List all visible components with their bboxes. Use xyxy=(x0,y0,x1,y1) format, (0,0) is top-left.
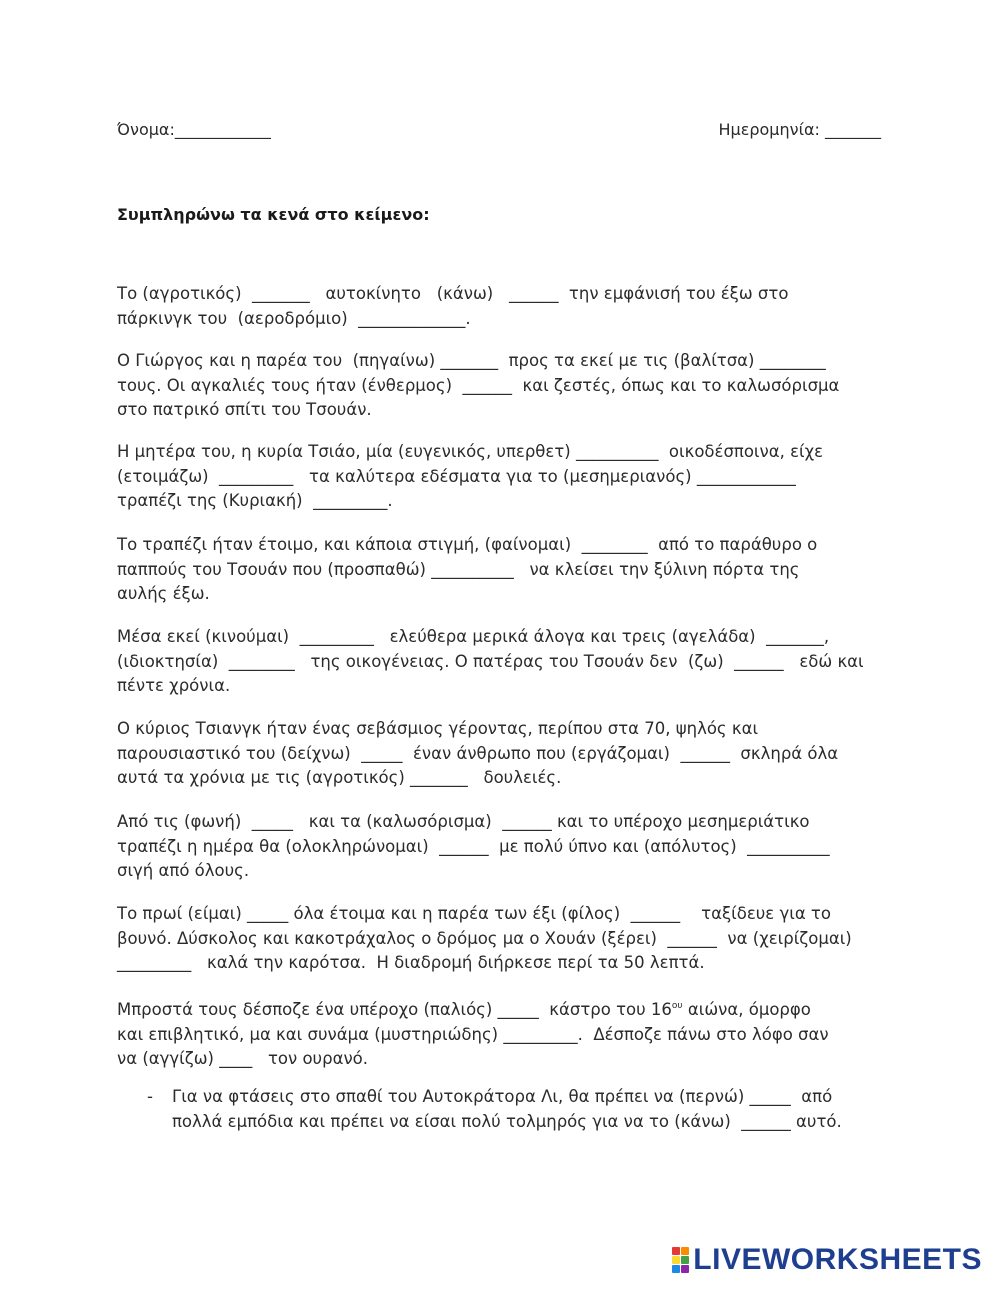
paragraph-2 xyxy=(117,349,887,423)
logo-square xyxy=(672,1265,680,1273)
text-line: Για να φτάσεις στο σπαθί του Αυτοκράτορα Λι, θα πρέπει να (περνώ) _____ από xyxy=(172,1087,833,1106)
paragraph-4 xyxy=(117,533,887,607)
worksheet-title: Συμπληρώνω τα κενά στο κείμενο: xyxy=(117,205,430,224)
logo-square xyxy=(681,1265,689,1273)
text-line: (ετοιμάζω) _________ τα καλύτερα εδέσματα για το (μεσημεριανός) ____________ xyxy=(117,466,796,486)
text-line: και επιβλητικό, μα και συνάμα (μυστηριώδης) _________. Δέσποζε πάνω στο λόφο σαν xyxy=(117,1024,829,1044)
text-line: Το πρωί (είμαι) _____ όλα έτοιμα και η παρέα των έξι (φίλος) ______ ταξίδευε για το xyxy=(117,904,831,923)
logo-text: LIVEWORKSHEETS xyxy=(693,1243,982,1276)
text-line: πολλά εμπόδια και πρέπει να είσαι πολύ τολμηρός για να το (κάνω) ______ αυτό. xyxy=(172,1111,842,1131)
bullet-item xyxy=(172,1085,842,1134)
text-line: τους. Οι αγκαλιές τους ήταν (ένθερμος) ______ και ζεστές, όπως και το καλωσόρισμα xyxy=(117,375,840,395)
date-field: Ημερομηνία: _______ xyxy=(718,120,881,139)
paragraph-9 xyxy=(117,994,887,1072)
text-line: Το (αγροτικός) _______ αυτοκίνητο (κάνω) ______ την εμφάνισή του έξω στο xyxy=(117,284,789,303)
text-line: Από τις (φωνή) _____ και τα (καλωσόρισμα) ______ και το υπέροχο μεσημεριάτικο xyxy=(117,812,810,831)
text-line: αυλής έξω. xyxy=(117,584,210,603)
text-line: τραπέζι της (Κυριακή) _________. xyxy=(117,491,393,510)
paragraph-8 xyxy=(117,902,887,976)
paragraph-7 xyxy=(117,810,887,884)
logo-square xyxy=(672,1247,680,1255)
text-line: Η μητέρα του, η κυρία Τσιάο, μία (ευγενικός, υπερθετ) __________ οικοδέσποινα, είχε xyxy=(117,442,824,461)
century-superscript: ου xyxy=(671,1001,683,1011)
text-line: πάρκινγκ του (αεροδρόμιο) _____________. xyxy=(117,308,471,328)
text-line: (ιδιοκτησία) ________ της οικογένειας. Ο πατέρας του Τσουάν δεν (ζω) ______ εδώ και xyxy=(117,651,864,671)
bullet-marker: - xyxy=(147,1087,153,1106)
text-line: τραπέζι η ημέρα θα (ολοκληρώνομαι) ______ με πολύ ύπνο και (απόλυτος) __________ xyxy=(117,836,830,856)
text-line: Ο κύριος Τσιανγκ ήταν ένας σεβάσμιος γέροντας, περίπου στα 70, ψηλός και xyxy=(117,719,759,738)
text-line: σιγή από όλους. xyxy=(117,861,250,880)
text-line: αυτά τα χρόνια με τις (αγροτικός) _______ δουλειές. xyxy=(117,768,562,787)
logo-square xyxy=(681,1247,689,1255)
text-line xyxy=(117,994,887,1023)
text-line: Το τραπέζι ήταν έτοιμο, και κάποια στιγμή, (φαίνομαι) ________ από το παράθυρο ο xyxy=(117,535,818,554)
text-segment: αιώνα, όμορφο xyxy=(682,1000,811,1019)
paragraph-6 xyxy=(117,717,887,791)
text-line: παρουσιαστικό του (δείχνω) _____ έναν άνθρωπο που (εργάζομαι) ______ σκληρά όλα xyxy=(117,743,839,763)
text-line: Ο Γιώργος και η παρέα του (πηγαίνω) _______ προς τα εκεί με τις (βαλίτσα) ________ xyxy=(117,351,826,370)
text-line: βουνό. Δύσκολος και κακοτράχαλος ο δρόμος μα ο Χουάν (ξέρει) ______ να (χειρίζομαι) xyxy=(117,928,852,948)
text-segment: Μπροστά τους δέσποζε ένα υπέροχο (παλιός) _____ κάστρο του 16 xyxy=(117,1000,672,1019)
paragraph-5 xyxy=(117,625,887,699)
text-line: παππούς του Τσουάν που (προσπαθώ) __________ να κλείσει την ξύλινη πόρτα της xyxy=(117,559,800,579)
logo-mark-icon xyxy=(672,1247,689,1273)
paragraph-3 xyxy=(117,440,887,514)
text-line: πέντε χρόνια. xyxy=(117,676,231,695)
text-line: _________ καλά την καρότσα. Η διαδρομή διήρκεσε περί τα 50 λεπτά. xyxy=(117,953,705,972)
logo-square xyxy=(672,1256,680,1264)
text-line: να (αγγίζω) ____ τον ουρανό. xyxy=(117,1049,369,1068)
text-line: Μέσα εκεί (κινούμαι) _________ ελεύθερα μερικά άλογα και τρεις (αγελάδα) _______, xyxy=(117,627,830,646)
name-field: Όνομα:____________ xyxy=(117,120,271,139)
paragraph-1 xyxy=(117,282,887,331)
logo-square xyxy=(681,1256,689,1264)
liveworksheets-logo xyxy=(672,1243,982,1277)
text-line: στο πατρικό σπίτι του Τσουάν. xyxy=(117,400,372,419)
